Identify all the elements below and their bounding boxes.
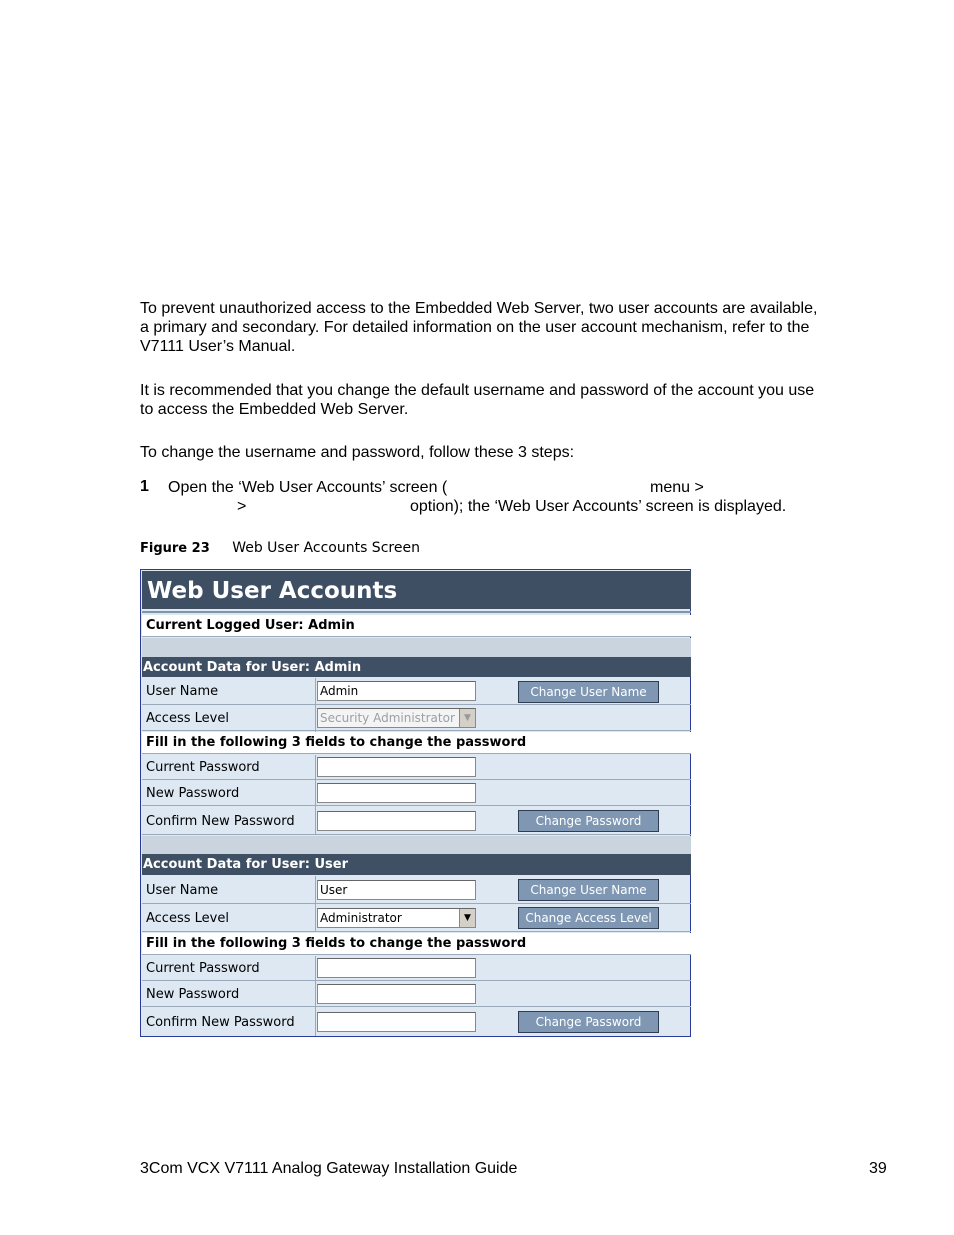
admin-access-level-value: Security Administrator bbox=[320, 711, 455, 725]
page-number: 39 bbox=[869, 1160, 887, 1177]
user-confirm-password-row bbox=[142, 1008, 691, 1036]
steps-intro: To change the username and password, follow these 3 steps: bbox=[140, 444, 575, 461]
admin-current-password-label: Current Password bbox=[146, 760, 260, 775]
admin-section-header bbox=[142, 657, 691, 677]
user-access-level-label: Access Level bbox=[146, 911, 229, 926]
intro-paragraph: To prevent unauthorized access to the Embedded Web Server, two user accounts are available, a primary and secondary. For detailed information on the user account mechanism, refer to the V7111 User’s Manual. bbox=[140, 300, 818, 355]
footer-title: 3Com VCX V7111 Analog Gateway Installation Guide bbox=[140, 1160, 518, 1177]
column-divider bbox=[315, 876, 316, 932]
screen-title: Web User Accounts bbox=[142, 571, 691, 609]
user-access-level-row bbox=[142, 905, 691, 932]
spacer-row bbox=[142, 836, 691, 854]
user-confirm-password-label: Confirm New Password bbox=[146, 1015, 295, 1030]
admin-access-level-label: Access Level bbox=[146, 711, 229, 726]
admin-current-password-input[interactable] bbox=[317, 757, 476, 777]
admin-current-password-row bbox=[142, 755, 691, 780]
user-username-input[interactable]: User bbox=[317, 880, 476, 900]
user-new-password-row bbox=[142, 982, 691, 1007]
current-user-label: Current Logged User: Admin bbox=[146, 618, 355, 633]
admin-password-hint: Fill in the following 3 fields to change the password bbox=[146, 735, 527, 750]
web-user-accounts-screen bbox=[140, 569, 691, 1037]
user-access-level-value: Administrator bbox=[320, 911, 402, 925]
admin-username-label: User Name bbox=[146, 684, 219, 699]
admin-access-level-row bbox=[142, 706, 691, 731]
column-divider bbox=[315, 755, 316, 835]
user-password-hint: Fill in the following 3 fields to change the password bbox=[146, 936, 527, 951]
admin-password-hint-row bbox=[142, 732, 691, 754]
user-current-password-input[interactable] bbox=[317, 958, 476, 978]
step-text-1a: Open the ‘Web User Accounts’ screen ( bbox=[168, 479, 448, 496]
admin-change-username-button[interactable]: Change User Name bbox=[518, 681, 659, 703]
figure-title: Web User Accounts Screen bbox=[232, 540, 420, 556]
user-change-access-level-button[interactable]: Change Access Level bbox=[518, 907, 659, 929]
admin-new-password-input[interactable] bbox=[317, 783, 476, 803]
user-confirm-password-input[interactable] bbox=[317, 1012, 476, 1032]
admin-new-password-row bbox=[142, 781, 691, 806]
figure-number: Figure 23 bbox=[140, 541, 210, 556]
admin-username-input[interactable]: Admin bbox=[317, 681, 476, 701]
user-change-username-button[interactable]: Change User Name bbox=[518, 879, 659, 901]
title-divider bbox=[142, 611, 691, 613]
user-new-password-input[interactable] bbox=[317, 984, 476, 1004]
step-number: 1 bbox=[140, 478, 149, 495]
user-section-title: Account Data for User: User bbox=[143, 857, 349, 872]
user-username-row bbox=[142, 876, 691, 904]
spacer-row bbox=[142, 638, 691, 657]
admin-access-level-select[interactable] bbox=[317, 708, 476, 728]
user-username-label: User Name bbox=[146, 883, 219, 898]
step-text-2a: > bbox=[237, 498, 247, 515]
admin-new-password-label: New Password bbox=[146, 786, 240, 801]
admin-confirm-password-label: Confirm New Password bbox=[146, 814, 295, 829]
user-current-password-row bbox=[142, 956, 691, 981]
admin-confirm-password-row bbox=[142, 807, 691, 835]
user-password-hint-row bbox=[142, 933, 691, 955]
user-access-level-select[interactable] bbox=[317, 908, 476, 928]
recommendation-paragraph: It is recommended that you change the default username and password of the account you use to access the Embedded Web Server. bbox=[140, 382, 815, 418]
user-current-password-label: Current Password bbox=[146, 961, 260, 976]
user-new-password-label: New Password bbox=[146, 987, 240, 1002]
admin-change-password-button[interactable]: Change Password bbox=[518, 810, 659, 832]
admin-confirm-password-input[interactable] bbox=[317, 811, 476, 831]
user-section-header bbox=[142, 854, 691, 875]
step-text-1b: menu > bbox=[650, 479, 704, 496]
figure-caption bbox=[140, 540, 420, 556]
user-change-password-button[interactable]: Change Password bbox=[518, 1011, 659, 1033]
chevron-down-icon: ▼ bbox=[459, 909, 475, 927]
chevron-down-icon: ▼ bbox=[459, 709, 475, 727]
admin-section-title: Account Data for User: Admin bbox=[143, 660, 362, 675]
current-user-row bbox=[142, 615, 691, 637]
column-divider bbox=[315, 956, 316, 1036]
column-divider bbox=[315, 678, 316, 732]
step-text-2b: option); the ‘Web User Accounts’ screen is displayed. bbox=[410, 498, 787, 515]
admin-username-row bbox=[142, 678, 691, 705]
